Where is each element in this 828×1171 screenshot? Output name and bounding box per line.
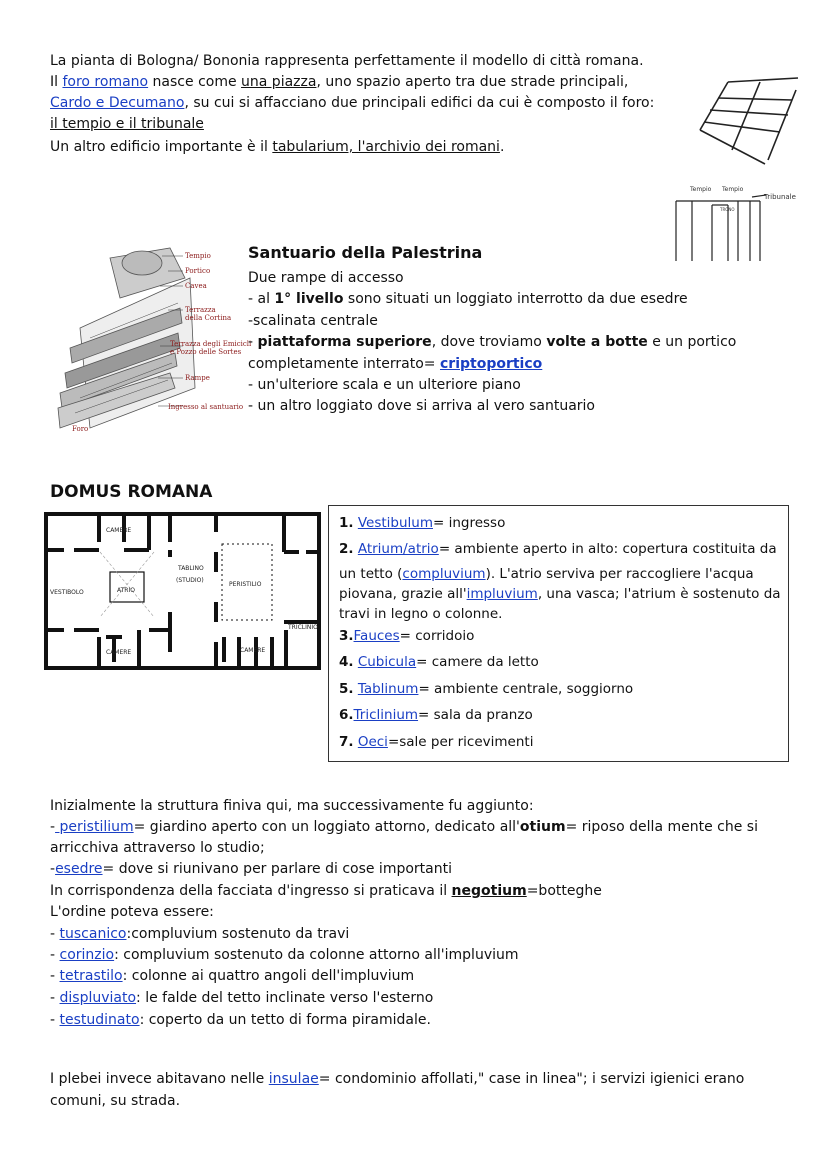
foro-romano-link[interactable]: foro romano [62, 74, 149, 90]
after-line-5: In corrispondenza della facciata d'ingresso si praticava il negotium=botteghe [50, 883, 602, 899]
after-line-6: L'ordine poteva essere: [50, 904, 214, 920]
atrium-link[interactable]: Atrium/atrio [357, 541, 439, 557]
domus-item-1: 1. Vestibulum= ingresso [339, 515, 506, 531]
intro-line-4: il tempio e il tribunale [50, 116, 204, 132]
impluvium-link[interactable]: impluvium [466, 586, 538, 602]
intro-line-3: Cardo e Decumano, su cui si affacciano due principali edifici da cui è composto il foro: [50, 95, 655, 111]
domus-definitions-box [328, 505, 789, 762]
plan-label-vestibolo: VESTIBOLO [50, 589, 84, 596]
order-testudinato: - testudinato: coperto da un tetto di forma piramidale. [50, 1012, 431, 1028]
domus-item-2-cont-a: un tetto (compluvium). L'atrio serviva per raccogliere l'acqua [339, 566, 754, 582]
plan-label-studio: (STUDIO) [176, 577, 204, 584]
cardo-decumano-sketch [690, 70, 805, 170]
esedre-link[interactable]: esedre [55, 861, 103, 877]
sketch-label-tribunale: Tribunale [764, 193, 796, 201]
vestibulum-link[interactable]: Vestibulum [357, 515, 433, 531]
domus-item-3: 3.Fauces= corridoio [339, 628, 475, 644]
domus-floor-plan [44, 512, 321, 670]
sketch-label-tempio: Tempio [690, 186, 712, 193]
foro-plan-sketch [672, 183, 802, 265]
domus-item-6: 6.Triclinium= sala da pranzo [339, 707, 533, 723]
after-line-2: - peristilium= giardino aperto con un loggiato attorno, dedicato all'otium= riposo della mente che si [50, 819, 758, 835]
triclinium-link[interactable]: Triclinium [353, 707, 419, 723]
plan-label-tablino: TABLINO [178, 565, 204, 572]
plebei-line-2: comuni, su strada. [50, 1093, 181, 1109]
compluvium-link[interactable]: compluvium [402, 566, 486, 582]
testudinato-link[interactable]: testudinato [59, 1012, 140, 1028]
criptoportico-link[interactable]: criptoportico [439, 355, 543, 372]
order-tuscanico: - tuscanico:compluvium sostenuto da travi [50, 926, 350, 942]
cubicula-link[interactable]: Cubicula [357, 654, 417, 670]
after-line-3: arricchiva attraverso lo studio; [50, 840, 265, 856]
intro-line-2: Il foro romano nasce come una piazza, uno spazio aperto tra due strade principali, [50, 74, 629, 90]
intro-line-5: Un altro edificio importante è il tabularium, l'archivio dei romani. [50, 139, 505, 155]
fig-label-portico: Portico [185, 267, 211, 275]
sketch-label-tempio-2: Tempio [722, 186, 744, 193]
order-tetrastilo: - tetrastilo: colonne ai quattro angoli dell'impluvium [50, 968, 415, 984]
palestrina-text: Due rampe di accesso - al 1° livello sono situati un loggiato interrotto da due esedre -scalinata centrale - piattaforma superiore, dove troviamo volte a botte e un portico completamente interrato= criptoportico - un'ulteriore scala e un ulteriore piano - un altro loggiato dove si arriva al vero santuario [248, 270, 737, 415]
palestrina-title: Santuario della Palestrina [248, 243, 483, 262]
domus-item-4: 4. Cubicula= camere da letto [339, 654, 539, 670]
tablinum-link[interactable]: Tablinum [357, 681, 419, 697]
cardo-decumano-link[interactable]: Cardo e Decumano [50, 95, 185, 111]
order-corinzio: - corinzio: compluvium sostenuto da colonne attorno all'impluvium [50, 947, 519, 963]
peristilium-link[interactable]: peristilium [55, 819, 134, 835]
displuviato-link[interactable]: displuviato [59, 990, 137, 1006]
fig-label-ingresso: Ingresso al santuario [168, 403, 244, 411]
oeci-link[interactable]: Oeci [357, 734, 388, 750]
insulae-link[interactable]: insulae [268, 1071, 319, 1087]
fig-label-terrazza: Terrazza [185, 306, 216, 314]
corinzio-link[interactable]: corinzio [59, 947, 115, 963]
intro-line-1: La pianta di Bologna/ Bononia rappresenta perfettamente il modello di città romana. [50, 53, 644, 69]
domus-item-5: 5. Tablinum= ambiente centrale, soggiorno [339, 681, 634, 697]
palestrina-illustration [50, 238, 252, 434]
domus-item-2-cont-c: travi in legno o colonne. [339, 606, 503, 622]
order-displuviato: - displuviato: le falde del tetto inclinate verso l'esterno [50, 990, 434, 1006]
plan-label-atrio: ATRIO [117, 587, 135, 594]
sketch-label-trono: TRONO [720, 207, 735, 212]
plan-label-triclinio: TRICLINIO [288, 624, 318, 631]
domus-title: DOMUS ROMANA [50, 482, 213, 502]
domus-item-7: 7. Oeci=sale per ricevimenti [339, 734, 534, 750]
domus-item-2-cont-b: piovana, grazie all'impluvium, una vasca; l'atrium è sostenuto da [339, 586, 781, 602]
plan-label-camere-top: CAMERE [106, 527, 132, 534]
fauces-link[interactable]: Fauces [353, 628, 400, 644]
fig-label-tempio: Tempio [185, 252, 211, 260]
fig-label-cavea: Cavea [185, 282, 207, 290]
tetrastilo-link[interactable]: tetrastilo [59, 968, 123, 984]
after-line-1: Inizialmente la struttura finiva qui, ma successivamente fu aggiunto: [50, 798, 534, 814]
plebei-line-1: I plebei invece abitavano nelle insulae= condominio affollati," case in linea"; i servizi igienici erano [50, 1071, 745, 1087]
fig-label-sortes: e Pozzo delle Sortes [170, 348, 242, 356]
fig-label-emicicli: Terrazza degli Emicicli [170, 340, 252, 348]
plan-label-peristilio: PERISTILIO [229, 581, 262, 588]
fig-label-foro: Foro [72, 425, 89, 433]
plan-label-camere-bottom: CAMERE [106, 649, 132, 656]
tuscanico-link[interactable]: tuscanico [59, 926, 127, 942]
after-line-4: -esedre= dove si riunivano per parlare di cose importanti [50, 861, 452, 877]
plan-label-camere-right: CAMERE [240, 647, 266, 654]
domus-item-2: 2. Atrium/atrio= ambiente aperto in alto: copertura costituita da [339, 541, 777, 557]
fig-label-cortina: della Cortina [185, 314, 232, 322]
fig-label-rampe: Rampe [185, 374, 210, 382]
